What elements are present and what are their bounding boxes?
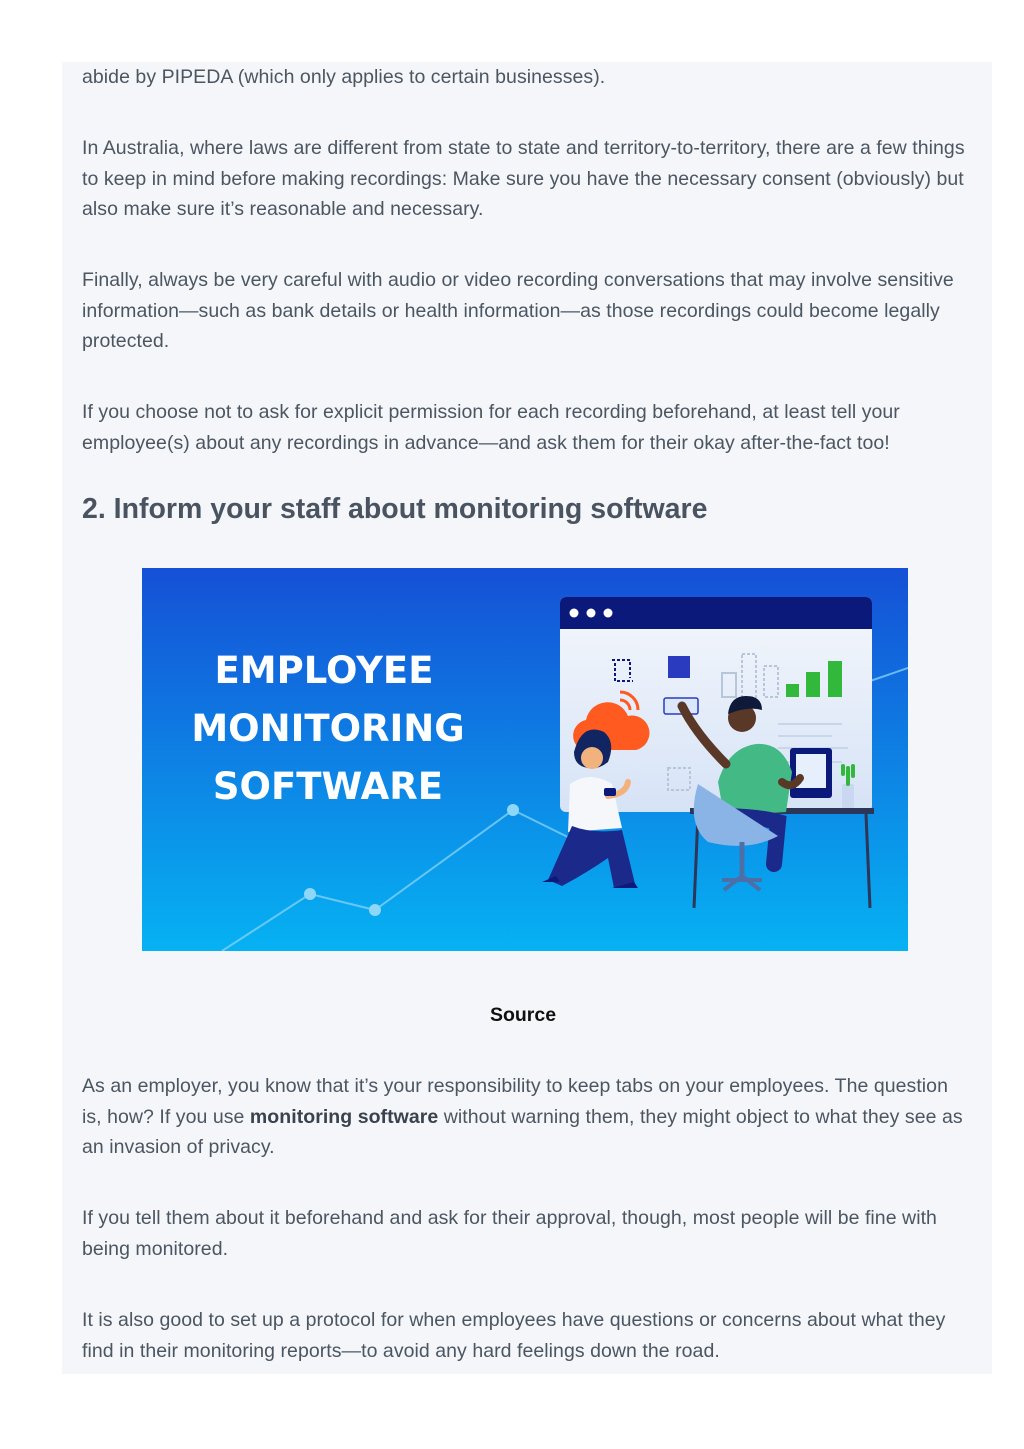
paragraph-australia: In Australia, where laws are different from state to state and territory-to-territory, there are a few things to keep in mind before making recordings: Make sure you have the necessary consent (obviously) but also make sure it’s reasonable and necessary. bbox=[82, 137, 965, 221]
article-image bbox=[142, 568, 908, 951]
hero-title-line-1: EMPLOYEE bbox=[214, 649, 434, 692]
window-dot-icon bbox=[570, 609, 579, 618]
image-caption: Source bbox=[489, 1004, 557, 1026]
paragraph-approval: If you tell them about it beforehand and ask for their approval, though, most people will be fine with being monitored. bbox=[82, 1207, 937, 1260]
trend-point bbox=[369, 904, 381, 916]
square-icon bbox=[668, 656, 690, 678]
trend-point bbox=[304, 888, 316, 900]
paragraph-text: without warning them, they might object to what they see as an invasion of privacy. bbox=[82, 1105, 963, 1159]
section-heading: 2. Inform your staff about monitoring software bbox=[82, 493, 708, 525]
window-dot-icon bbox=[587, 609, 596, 618]
monitoring-illustration bbox=[142, 568, 908, 951]
paragraph-text: As an employer, you know that it’s your responsibility to keep tabs on your employees. The question is, how? If you use bbox=[82, 1075, 948, 1128]
article-body bbox=[62, 62, 992, 1374]
window-dot-icon bbox=[604, 609, 613, 618]
monitoring-software-emphasis: monitoring software bbox=[249, 1105, 439, 1128]
paragraph-employer bbox=[82, 1071, 967, 1163]
paragraph-permission: If you choose not to ask for explicit permission for each recording beforehand, at least tell your employee(s) about any recordings in advance—and ask them for their okay after-the-fact too! bbox=[82, 401, 900, 454]
paragraph-sensitive-info: Finally, always be very careful with audio or video recording conversations that may involve sensitive information—such as bank details or health information—as those recordings could become legally protected. bbox=[82, 269, 954, 353]
plant-pot bbox=[842, 784, 854, 808]
paragraph-pipeda: abide by PIPEDA (which only applies to certain businesses). bbox=[82, 66, 606, 88]
trend-point bbox=[507, 804, 519, 816]
hero-title-line-3: SOFTWARE bbox=[212, 765, 444, 808]
paragraph-protocol: It is also good to set up a protocol for when employees have questions or concerns about what they find in their monitoring reports—to avoid any hard feelings down the road. bbox=[82, 1309, 946, 1362]
hero-title-line-2: MONITORING bbox=[191, 707, 465, 750]
